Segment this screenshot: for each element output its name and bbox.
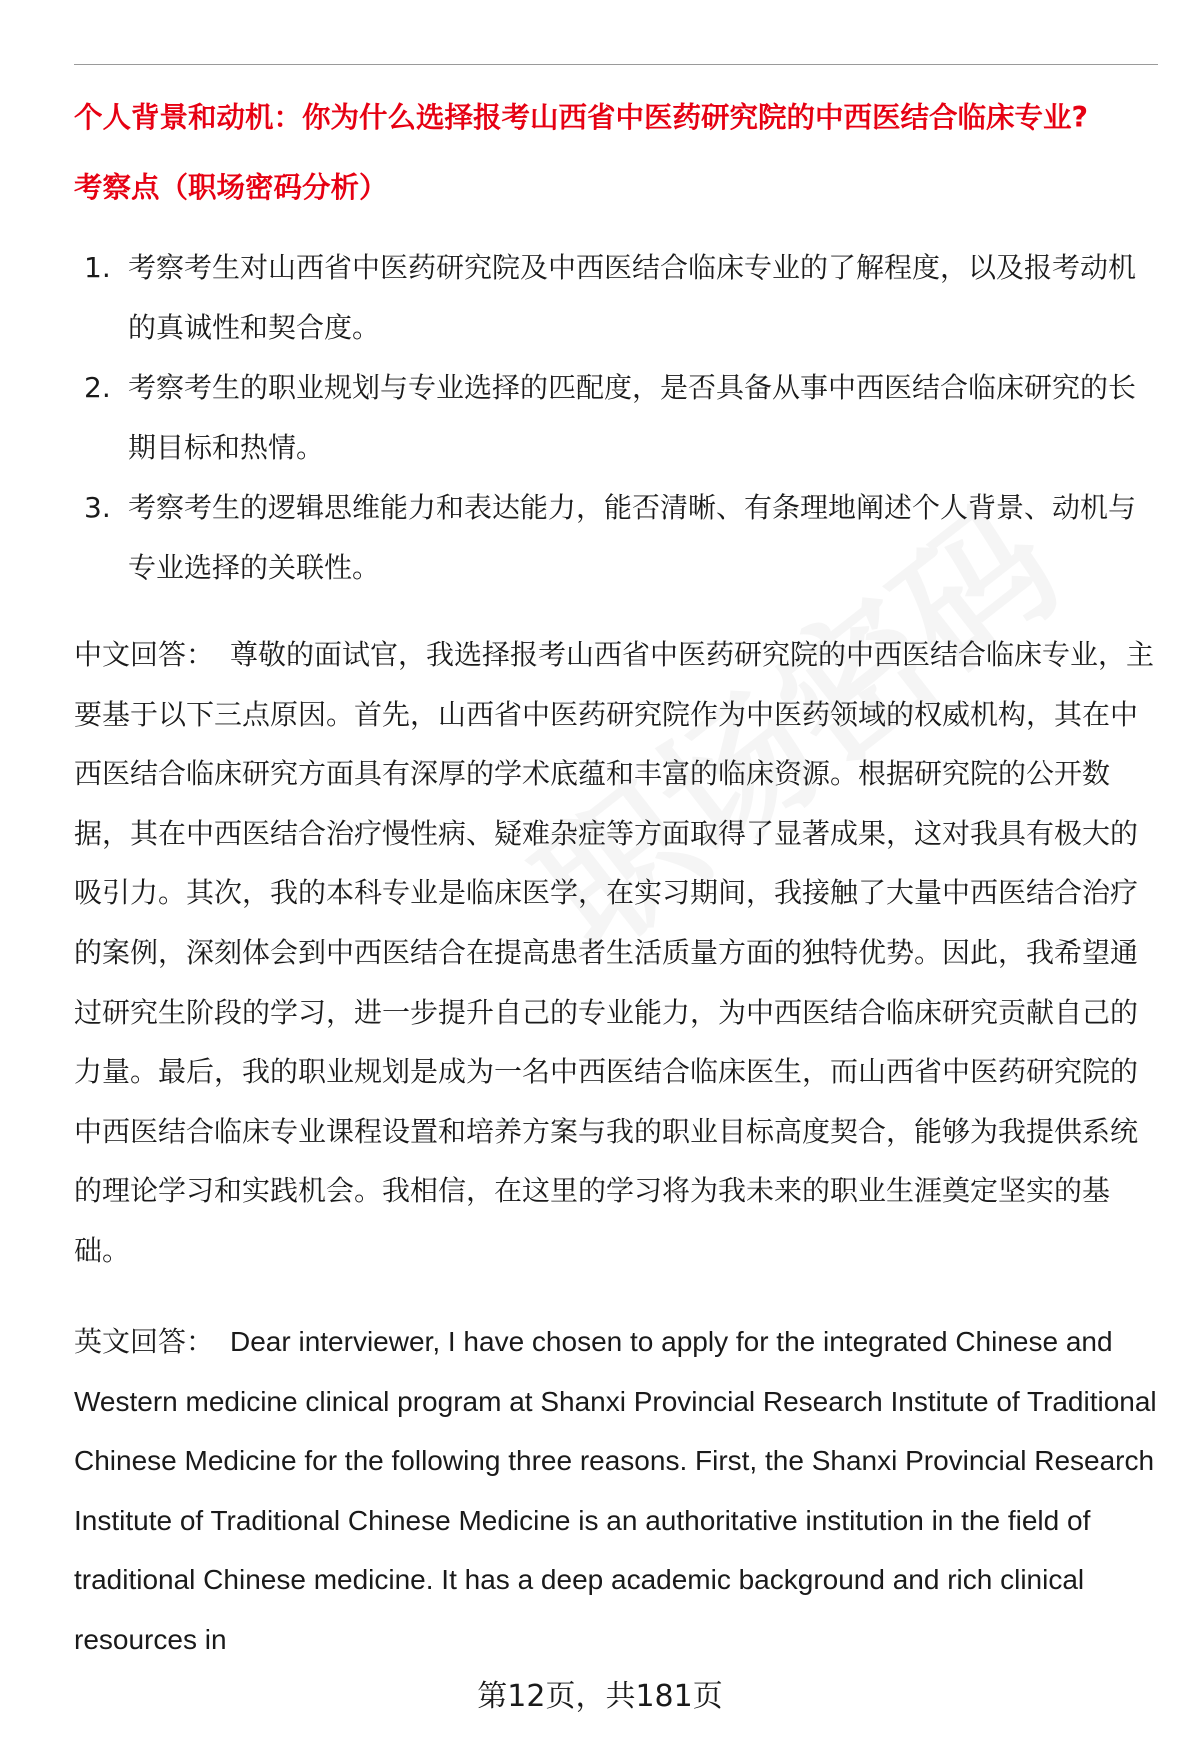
chinese-answer-label: 中文回答：: [74, 638, 215, 671]
assessment-point: [84, 238, 1154, 358]
chinese-answer: [74, 625, 1162, 1281]
chinese-answer-text: 尊敬的面试官，我选择报考山西省中医药研究院的中西医结合临床专业，主要基于以下三点原因。首先，山西省中医药研究院作为中医药领域的权威机构，其在中西医结合临床研究方面具有深厚的学术底蕴和丰富的临床资源。根据研究院的公开数据，其在中西医结合治疗慢性病、疑难杂症等方面取得了显著成果，这对我具有极大的吸引力。其次，我的本科专业是临床医学，在实习期间，我接触了大量中西医结合治疗的案例，深刻体会到中西医结合在提高患者生活质量方面的独特优势。因此，我希望通过研究生阶段的学习，进一步提升自己的专业能力，为中西医结合临床研究贡献自己的力量。最后，我的职业规划是成为一名中西医结合临床医生，而山西省中医药研究院的中西医结合临床专业课程设置和培养方案与我的职业目标高度契合，能够为我提供系统的理论学习和实践机会。我相信，在这里的学习将为我未来的职业生涯奠定坚实的基础。: [74, 638, 1155, 1267]
header-divider: [74, 64, 1158, 65]
english-answer-label: 英文回答：: [74, 1326, 215, 1357]
point-text: 考察考生对山西省中医药研究院及中西医结合临床专业的了解程度，以及报考动机的真诚性和契合度。: [128, 251, 1137, 344]
english-answer-text: Dear interviewer, I have chosen to apply for the integrated Chinese and Western medicine clinical program at Shanxi Provincial Research Institute of Traditional Chinese Medicine for the following three reasons. First, the Shanxi Provincial Research Institute of Traditional Chinese Medicine is an authoritative institution in the field of traditional Chinese medicine. It has a deep academic background and rich clinical resources in: [74, 1326, 1157, 1655]
page-number: 第12页，共181页: [477, 1679, 723, 1714]
assessment-point: [84, 358, 1154, 478]
point-number: 2.: [84, 371, 111, 404]
question-title: 个人背景和动机：你为什么选择报考山西省中医药研究院的中西医结合临床专业?: [74, 101, 1089, 134]
point-text: 考察考生的职业规划与专业选择的匹配度，是否具备从事中西医结合临床研究的长期目标和热情。: [128, 371, 1137, 464]
point-number: 3.: [84, 491, 111, 524]
points-heading: 考察点（职场密码分析）: [74, 171, 388, 204]
english-answer: [74, 1312, 1162, 1670]
point-text: 考察考生的逻辑思维能力和表达能力，能否清晰、有条理地阐述个人背景、动机与专业选择的关联性。: [128, 491, 1137, 584]
assessment-point: [84, 478, 1154, 598]
point-number: 1.: [84, 251, 111, 284]
